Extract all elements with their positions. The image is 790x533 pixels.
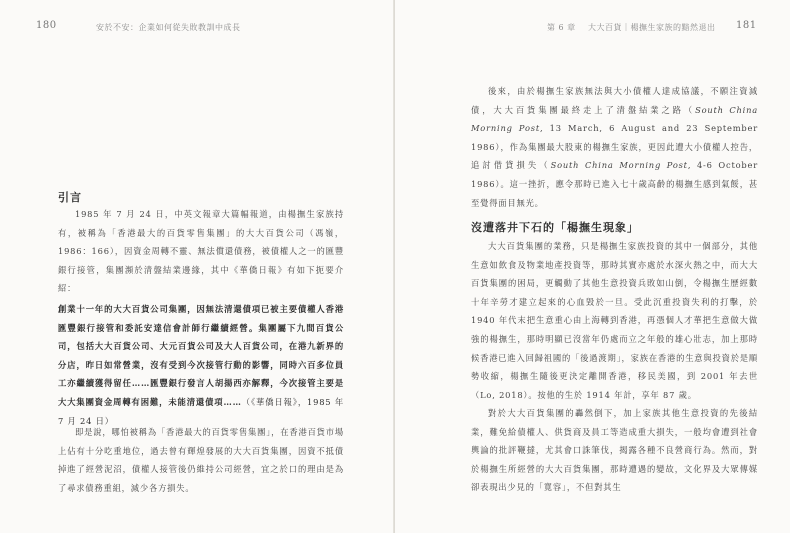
paragraph-text: , 13 March, 6 August and 23 September 1986），作為集團最大股東的楊撫生家族，更因此遭大小債權人控告，追討借貸損失（ bbox=[471, 123, 758, 171]
quote-text: 創業十一年的大大百貨公司集團，因無法清還債項已被主要債權人香港匯豐銀行接管和委託安達信會計師行繼續經營。集團屬下九間百貨公司，包括大大百貨公司、大元百貨公司及大人百貨公司，在港九新界的分店，昨日如常營業，沒有受到今次接管行動的影響，同時六百多位員工亦繼續獲得留任……匯豐銀行發言人胡揚西亦解釋，今次接管主要是大大集團資金周轉有困難，未能清還債項…… bbox=[58, 304, 344, 407]
paragraph bbox=[471, 82, 758, 212]
running-head: 安於不安：企業如何從失敗教訓中成長 bbox=[96, 23, 241, 32]
section-title: 沒遭落井下石的「楊撫生現象」 bbox=[471, 221, 639, 234]
paragraph-text: , 4-6 October 1986）。這一挫折，應令那時已進入七十歲高齡的楊撫生感到氣餒，甚至覺得面目無光。 bbox=[471, 160, 758, 208]
page-number: 180 bbox=[36, 20, 57, 31]
paragraph: 對於大大百貨集團的轟然倒下，加上家族其他生意投資的先後結業，難免給債權人、供貨商及員工等造成重大損失，一般均會遭到社會輿論的批評鞭撻，尤其會口誅筆伐，揭露各種不良營商行為。然而，對於楊撫生所經營的大大百貨集團，那時遭遇的變故，文化界及大眾傳媒卻表現出少見的「寬容」，不但對其生 bbox=[471, 408, 758, 493]
chapter-label: 第 6 章 bbox=[547, 23, 576, 32]
right-page bbox=[395, 0, 790, 533]
page-number: 181 bbox=[736, 20, 757, 31]
paragraph: 即是說，哪怕被稱為「香港最大的百貨零售集團」，在香港百貨市場上佔有十分吃重地位，過去曾有輝煌發展的大大百貨集團，因資不抵債掉進了經營泥沼，債權人接管後仍維持公司經營，宜之於口的理由是為了尋求債務重組，減少各方損失。 bbox=[58, 427, 344, 493]
citation-title: South China Morning Post bbox=[550, 160, 688, 171]
quote-source: （《華僑日報》，1985 年 7 月 24 日） bbox=[58, 396, 344, 426]
running-head: 大大百貨｜楊撫生家族的黯然退出 bbox=[588, 23, 716, 32]
block-quote bbox=[58, 300, 344, 430]
paragraph-text: 後來，由於楊撫生家族無法與大小債權人達成協議，不願注資減債，大大百貨集團最終走上了清盤結業之路（ bbox=[471, 86, 758, 115]
citation-title: South China Morning Post bbox=[471, 104, 758, 134]
section-title: 引言 bbox=[58, 191, 82, 204]
intro-paragraph: 1985 年 7 月 24 日，中英文報章大篇幅報道，由楊撫生家族持有，被稱為「香港最大的百貨零售集團」的大大百貨公司（馮嶺，1986：166），因資金周轉不靈、無法償還債務，被債權人之一的匯豐銀行接管，集團瀕於清盤結業邊緣，其中《華僑日報》有如下扼要介紹： bbox=[58, 209, 344, 294]
paragraph: 大大百貨集團的業務，只是楊撫生家族投資的其中一個部分，其他生意如飲食及物業地產投資等，那時其實亦處於水深火熱之中，而大大百貨集團的困局，更觸動了其他生意投資兵敗如山倒，令楊撫生歷經數十年辛勞才建立起來的心血毀於一旦。受此沉重投資失利的打擊，於 1940 年代末把生意重心由上海轉到香港，再憑個人才華把生意做大做強的楊撫生，那時明顯已沒當年仍處而立之年般的雄心壯志，加上那時候香港已進入回歸祖國的「後過渡期」，家族在香港的生意與投資於是順勢收縮，楊撫生隨後更決定離開香港，移民美國，到 2001 年去世（Lo, 2018）。按他的生於 1914 年計，享年 87 歲。 bbox=[471, 241, 758, 400]
